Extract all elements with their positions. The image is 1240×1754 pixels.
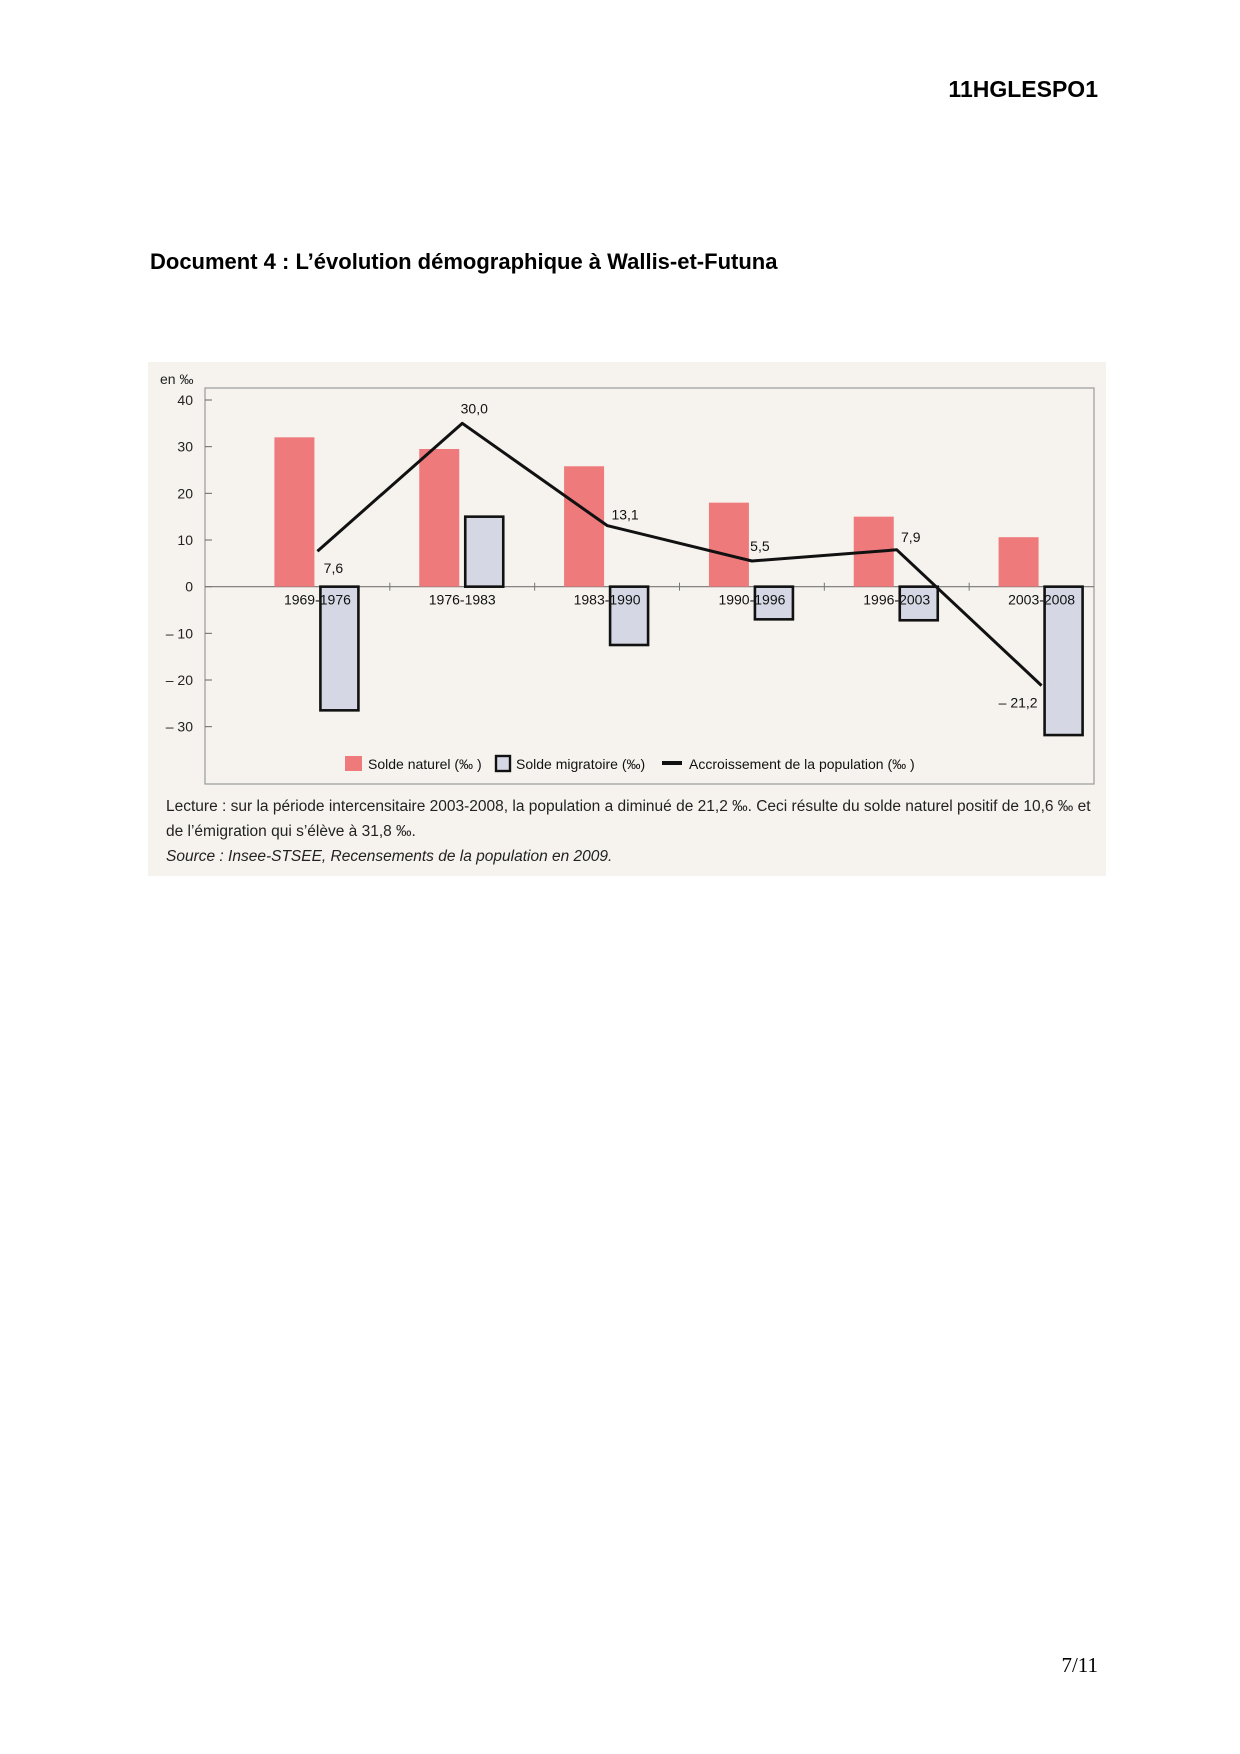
demography-chart-figure xyxy=(148,362,1106,876)
natural-balance-bar xyxy=(564,466,604,586)
legend-label-migratory: Solde migratoire (‰) xyxy=(516,756,646,772)
natural-balance-bar xyxy=(709,503,749,587)
y-tick-label: 10 xyxy=(177,532,193,548)
legend-label-natural: Solde naturel (‰ ) xyxy=(368,756,482,772)
legend-swatch-migratory xyxy=(496,756,510,771)
growth-value-label: 7,9 xyxy=(901,528,921,545)
legend-swatch-natural xyxy=(345,756,362,771)
chart-note xyxy=(166,794,1096,869)
reading-note: Lecture : sur la période intercensitaire 2003-2008, la population a diminué de 21,2 ‰. Ceci résulte du solde naturel positif de 10,6 ‰ et de l’émigration qui s’élève à 31,8 ‰. xyxy=(166,798,1091,840)
document-code: 11HGLESPO1 xyxy=(948,76,1098,102)
y-tick-label: – 10 xyxy=(165,625,193,642)
natural-balance-bar xyxy=(274,437,314,586)
migratory-balance-bar xyxy=(465,517,503,587)
y-tick-label: 20 xyxy=(177,485,193,502)
y-tick-label: – 20 xyxy=(165,672,193,688)
unit-label: en ‰ xyxy=(160,371,194,387)
category-label: 1990-1996 xyxy=(718,591,786,608)
source-note: Source : Insee-STSEE, Recensements de la population en 2009. xyxy=(166,848,613,865)
growth-value-label: 13,1 xyxy=(611,506,639,523)
document-title: Document 4 : L’évolution démographique à Wallis-et-Futuna xyxy=(150,249,778,274)
y-tick-label: – 30 xyxy=(165,718,193,735)
growth-value-label: – 21,2 xyxy=(998,694,1038,711)
y-tick-label: 40 xyxy=(177,392,193,408)
migratory-balance-bar xyxy=(1045,587,1083,735)
y-tick-label: 30 xyxy=(177,438,193,455)
growth-value-label: 5,5 xyxy=(750,538,770,554)
y-tick-label: 0 xyxy=(185,578,193,595)
page-number: 7/11 xyxy=(1061,1653,1098,1677)
growth-value-label: 30,0 xyxy=(460,400,488,417)
category-label: 1976-1983 xyxy=(428,591,496,608)
demography-chart xyxy=(148,362,1106,792)
natural-balance-bar xyxy=(999,537,1039,586)
category-label: 1969-1976 xyxy=(283,591,351,608)
natural-balance-bar xyxy=(419,449,459,587)
growth-value-label: 7,6 xyxy=(323,560,344,577)
legend-label-growth: Accroissement de la population (‰ ) xyxy=(689,756,915,772)
category-label: 1996-2003 xyxy=(863,591,931,608)
category-label: 2003-2008 xyxy=(1008,591,1076,608)
category-label: 1983-1990 xyxy=(573,591,641,608)
